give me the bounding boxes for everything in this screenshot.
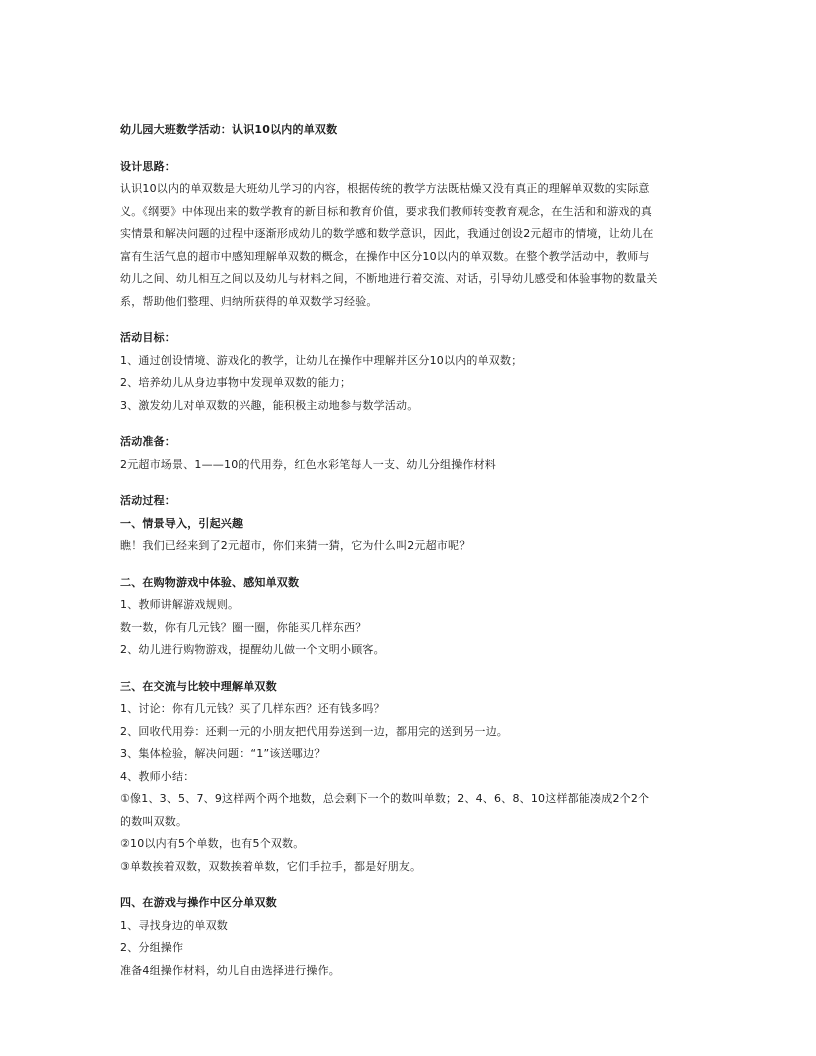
process-step-1 <box>120 513 710 558</box>
step-line: 1、教师讲解游戏规则。 <box>120 598 240 611</box>
step-heading: 四、在游戏与操作中区分单双数 <box>120 896 277 909</box>
design-line: 认识10以内的单双数是大班幼儿学习的内容，根据传统的教学方法既枯燥又没有真正的理解单双数的实际意 <box>120 182 650 195</box>
goals-section <box>120 327 710 417</box>
design-line: 实情景和解决问题的过程中逐渐形成幼儿的数学感和数学意识，因此，我通过创设2元超市的情境，让幼儿在 <box>120 227 654 240</box>
design-heading: 设计思路： <box>120 159 176 173</box>
prep-item: 2元超市场景、1——10的代用券，红色水彩笔每人一支、幼儿分组操作材料 <box>120 457 496 471</box>
step-line: 3、集体检验，解决问题：“1”该送哪边？ <box>120 747 326 760</box>
process-step-4 <box>120 892 710 982</box>
goals-heading: 活动目标： <box>120 331 176 344</box>
goal-item: 1、通过创设情境、游戏化的教学，让幼儿在操作中理解并区分10以内的单双数； <box>120 353 523 367</box>
step-line: 瞧！我们已经来到了2元超市，你们来猜一猜，它为什么叫2元超市呢？ <box>120 539 471 552</box>
step-line: 2、分组操作 <box>120 941 184 954</box>
design-line: 幼儿之间、幼儿相互之间以及幼儿与材料之间，不断地进行着交流、对话，引导幼儿感受和体验事物的数量关 <box>120 272 658 285</box>
step-line: 2、回收代用券：还剩一元的小朋友把代用券送到一边，都用完的送到另一边。 <box>120 724 508 738</box>
step-line: 1、寻找身边的单双数 <box>120 918 228 932</box>
step-heading: 一、情景导入，引起兴趣 <box>120 516 244 530</box>
step-heading: 二、在购物游戏中体验、感知单双数 <box>120 575 300 589</box>
goal-item: 3、激发幼儿对单双数的兴趣，能积极主动地参与数学活动。 <box>120 398 419 412</box>
design-line: 系，帮助他们整理、归纳所获得的单双数学习经验。 <box>120 294 378 308</box>
step-line: 准备4组操作材料，幼儿自由选择进行操作。 <box>120 963 340 977</box>
step-line: 1、讨论：你有几元钱？买了几样东西？还有钱多吗？ <box>120 702 385 715</box>
prep-section <box>120 431 710 476</box>
design-section <box>120 156 710 314</box>
step-line: 的数叫双数。 <box>120 814 188 828</box>
step-line: ①像1、3、5、7、9这样两个两个地数，总会剩下一个的数叫单数；2、4、6、8、10这样都能凑成2个2个 <box>120 792 650 805</box>
document-title: 幼儿园大班数学活动：认识10以内的单双数 <box>120 123 338 136</box>
step-line: ③单数挨着双数，双数挨着单数，它们手拉手，都是好朋友。 <box>120 859 422 873</box>
design-line: 义。《纲要》中体现出来的数学教育的新目标和教育价值，要求我们教师转变教育观念，在生活和和游戏的真 <box>120 204 653 218</box>
process-heading: 活动过程： <box>120 494 176 507</box>
process-step-3 <box>120 676 710 879</box>
design-line: 富有生活气息的超市中感知理解单双数的概念，在操作中区分10以内的单双数。在整个教学活动中，教师与 <box>120 249 650 263</box>
step-line: ②10以内有5个单数，也有5个双数。 <box>120 837 305 850</box>
step-heading: 三、在交流与比较中理解单双数 <box>120 679 277 693</box>
prep-heading: 活动准备： <box>120 435 176 448</box>
process-step-2 <box>120 572 710 662</box>
step-line: 2、幼儿进行购物游戏，提醒幼儿做一个文明小顾客。 <box>120 643 385 656</box>
process-section <box>120 490 710 982</box>
document-page <box>120 119 710 982</box>
step-line: 4、教师小结： <box>120 769 195 783</box>
step-line: 数一数，你有几元钱？圈一圈，你能买几样东西？ <box>120 620 367 634</box>
goal-item: 2、培养幼儿从身边事物中发现单双数的能力； <box>120 376 352 389</box>
